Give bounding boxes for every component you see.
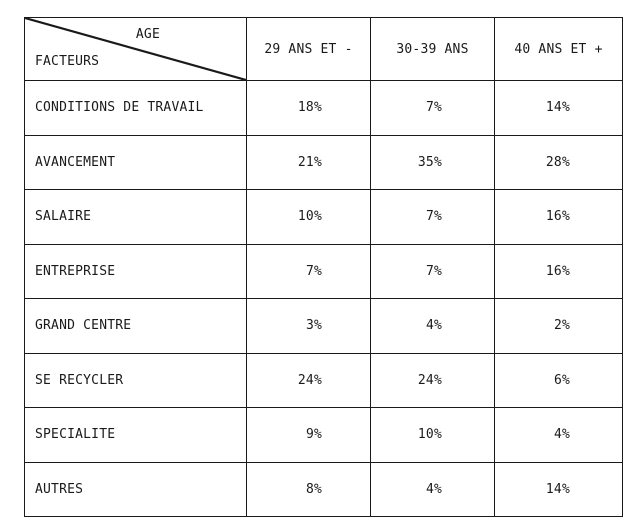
table-row xyxy=(25,462,623,517)
value-cell: 6% xyxy=(495,353,623,408)
value-cell: 14% xyxy=(495,81,623,136)
column-header-40-and-over: 40 ANS ET + xyxy=(495,18,623,81)
value-cell: 10% xyxy=(371,408,495,463)
value-cell: 9% xyxy=(247,408,371,463)
table-row xyxy=(25,81,623,136)
header-row xyxy=(25,18,623,81)
factor-label: GRAND CENTRE xyxy=(25,299,247,354)
value-cell: 2% xyxy=(495,299,623,354)
data-table-container xyxy=(24,17,622,516)
value-cell: 14% xyxy=(495,462,623,517)
value-cell: 16% xyxy=(495,190,623,245)
value-cell: 24% xyxy=(247,353,371,408)
factor-label: SPECIALITE xyxy=(25,408,247,463)
value-cell: 10% xyxy=(247,190,371,245)
value-cell: 7% xyxy=(371,244,495,299)
value-cell: 4% xyxy=(371,299,495,354)
value-cell: 7% xyxy=(371,81,495,136)
value-cell: 8% xyxy=(247,462,371,517)
value-cell: 3% xyxy=(247,299,371,354)
factor-label: AUTRES xyxy=(25,462,247,517)
table-row xyxy=(25,190,623,245)
value-cell: 16% xyxy=(495,244,623,299)
value-cell: 21% xyxy=(247,135,371,190)
value-cell: 4% xyxy=(495,408,623,463)
value-cell: 28% xyxy=(495,135,623,190)
table-row xyxy=(25,353,623,408)
value-cell: 7% xyxy=(371,190,495,245)
factor-label: AVANCEMENT xyxy=(25,135,247,190)
age-header-label: AGE xyxy=(135,27,160,42)
table-row xyxy=(25,408,623,463)
factor-label: SALAIRE xyxy=(25,190,247,245)
factors-header-label: FACTEURS xyxy=(35,54,100,69)
column-header-29-and-under: 29 ANS ET - xyxy=(247,18,371,81)
value-cell: 18% xyxy=(247,81,371,136)
table-row xyxy=(25,135,623,190)
table-row xyxy=(25,244,623,299)
value-cell: 4% xyxy=(371,462,495,517)
factor-label: CONDITIONS DE TRAVAIL xyxy=(25,81,247,136)
factor-label: SE RECYCLER xyxy=(25,353,247,408)
corner-header-cell xyxy=(25,18,247,81)
factor-label: ENTREPRISE xyxy=(25,244,247,299)
value-cell: 7% xyxy=(247,244,371,299)
column-header-30-39: 30-39 ANS xyxy=(371,18,495,81)
value-cell: 35% xyxy=(371,135,495,190)
value-cell: 24% xyxy=(371,353,495,408)
table-row xyxy=(25,299,623,354)
age-factors-table xyxy=(24,17,623,517)
